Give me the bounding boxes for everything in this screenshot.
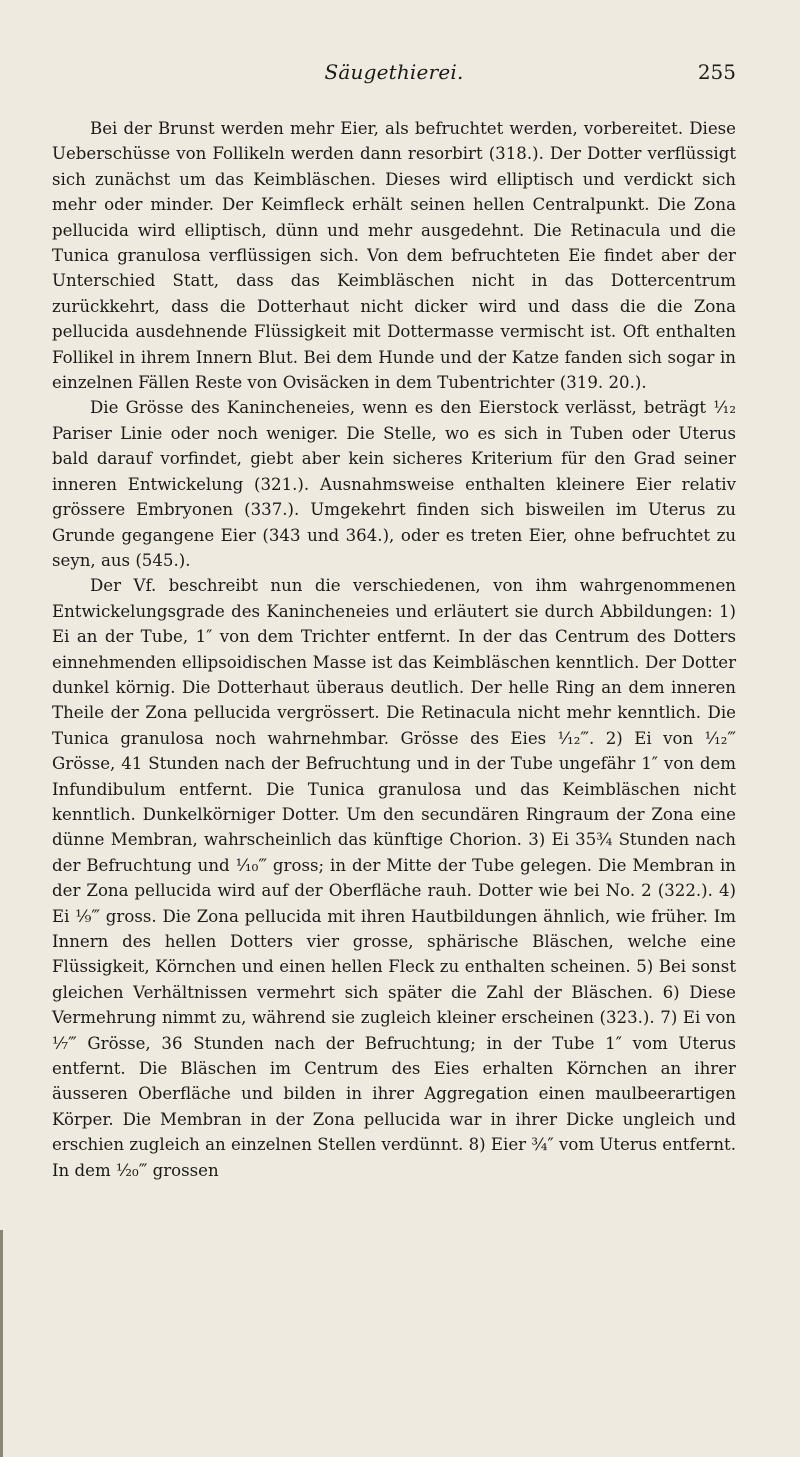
running-title: Säugethierei. (324, 60, 464, 84)
page-edge-shadow (0, 1230, 3, 1457)
body-text (52, 116, 736, 1183)
paragraph-development-stages: Der Vf. beschreibt nun die verschiedenen, von ihm wahrgenommenen Entwickelungsgrade des Kanincheneies und erläutert sie durch Abbildungen: 1) Ei an der Tube, 1″ von dem Trichter entfernt. In der das Centrum des Dotters einnehmenden ellipsoidischen Masse ist das Keimbläschen kenntlich. Der Dotter dunkel körnig. Die Dotterhaut überaus deutlich. Der helle Ring an dem inneren Theile der Zona pellucida vergrössert. Die Retinacula nicht mehr kenntlich. Die Tunica granulosa noch wahrnehmbar. Grösse des Eies ¹⁄₁₂‴. 2) Ei von ¹⁄₁₂‴ Grösse, 41 Stunden nach der Befruchtung und in der Tube ungefähr 1″ von dem Infundibulum entfernt. Die Tunica granulosa und das Keimbläschen nicht kenntlich. Dunkelkörniger Dotter. Um den secundären Ringraum der Zona eine dünne Membran, wahrscheinlich das künftige Chorion. 3) Ei 35¾ Stunden nach der Befruchtung und ¹⁄₁₀‴ gross; in der Mitte der Tube gelegen. Die Membran in der Zona pellucida wird auf der Oberfläche rauh. Dotter wie bei No. 2 (322.). 4) Ei ¹⁄₉‴ gross. Die Zona pellucida mit ihren Hautbildungen ähnlich, wie früher. Im Innern des hellen Dotters vier grosse, sphärische Bläschen, welche eine Flüssigkeit, Körnchen und einen hellen Fleck zu enthalten scheinen. 5) Bei sonst gleichen Verhältnissen vermehrt sich später die Zahl der Bläschen. 6) Diese Vermehrung nimmt zu, während sie zugleich kleiner erscheinen (323.). 7) Ei von ¹⁄₇‴ Grösse, 36 Stunden nach der Befruchtung; in der Tube 1″ vom Uterus entfernt. Die Bläschen im Centrum des Eies erhalten Körnchen an ihrer äusseren Oberfläche und bilden in ihrer Aggregation einen maulbeerartigen Körper. Die Membran in der Zona pellucida war in ihrer Dicke ungleich und erschien zugleich an einzelnen Stellen verdünnt. 8) Eier ¾″ vom Uterus entfernt. In dem ¹⁄₂₀‴ grossen (52, 576, 736, 1180)
paragraph-egg-size: Die Grösse des Kanincheneies, wenn es den Eierstock verlässt, beträgt ¹⁄₁₂ Pariser Linie oder noch weniger. Die Stelle, wo es sich in Tuben oder Uterus bald darauf vorfindet, giebt aber kein sicheres Kriterium für den Grad seiner inneren Entwickelung (321.). Ausnahmsweise enthalten kleinere Eier relativ grössere Embryonen (337.). Umgekehrt finden sich bisweilen im Uterus zu Grunde gegangene Eier (343 und 364.), oder es treten Eier, ohne befruchtet zu seyn, aus (545.). (52, 398, 736, 570)
running-head (52, 60, 736, 116)
paragraph-resorption: Bei der Brunst werden mehr Eier, als befruchtet werden, vorbereitet. Diese Ueberschüsse von Follikeln werden dann resorbirt (318.). Der Dotter verflüssigt sich zunächst um das Keimbläschen. Dieses wird elliptisch und verdickt sich mehr oder minder. Der Keimfleck erhält seinen hellen Centralpunkt. Die Zona pellucida wird elliptisch, dünn und mehr ausgedehnt. Die Retinacula und die Tunica granulosa verflüssigen sich. Von dem befruchteten Eie findet aber der Unterschied Statt, dass das Keimbläschen nicht in das Dottercentrum zurückkehrt, dass die Dotterhaut nicht dicker wird und dass die die Zona pellucida ausdehnende Flüssigkeit mit Dottermasse vermischt ist. Oft enthalten Follikel in ihrem Innern Blut. Bei dem Hunde und der Katze fanden sich sogar in einzelnen Fällen Reste von Ovisäcken in dem Tubentrichter (319. 20.). (52, 119, 736, 393)
page-number: 255 (697, 60, 736, 84)
